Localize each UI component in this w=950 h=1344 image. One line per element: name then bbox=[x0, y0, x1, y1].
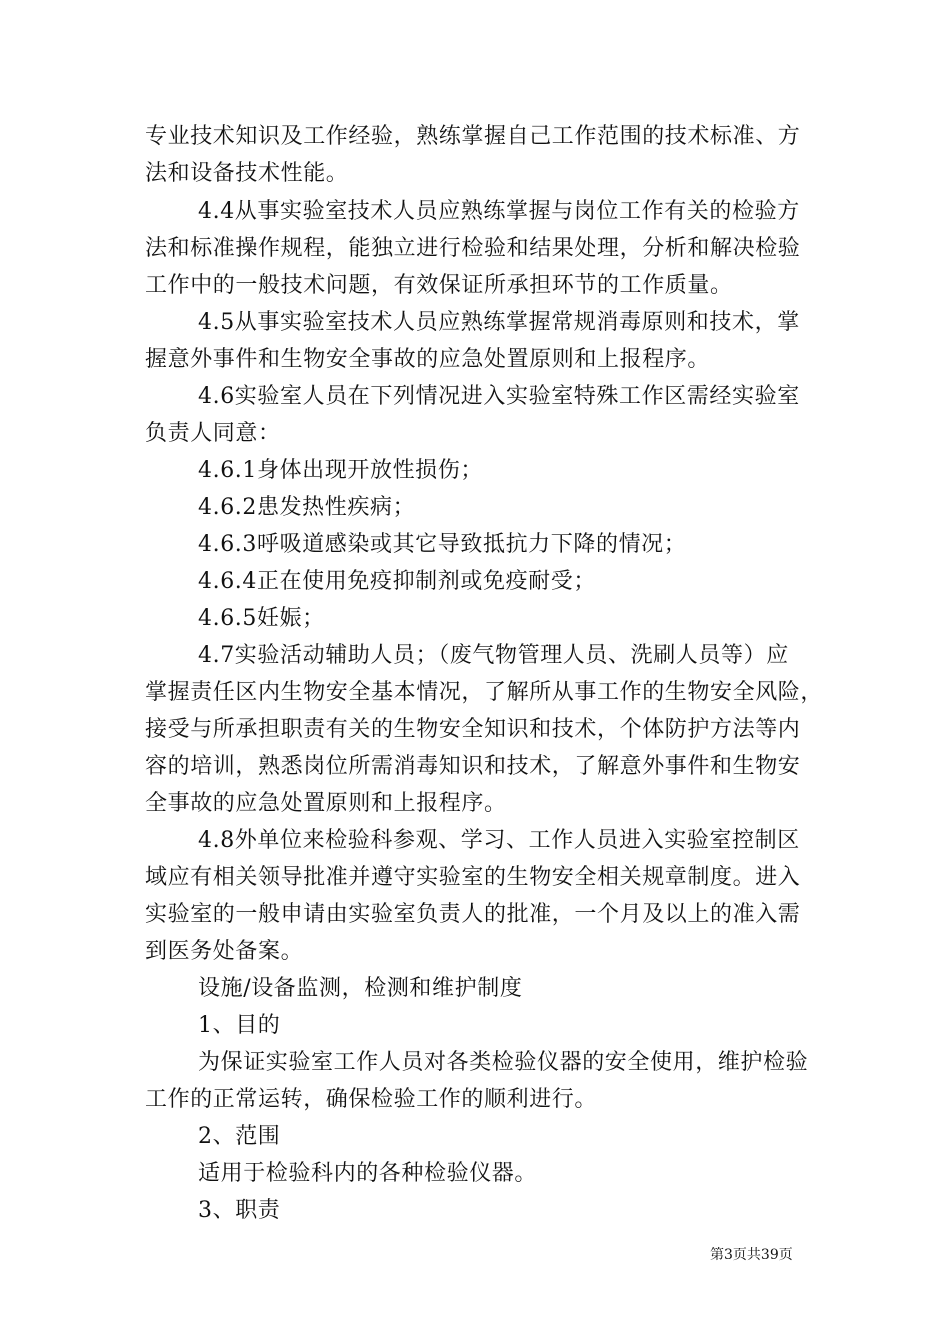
text-line: 域应有相关领导批准并遵守实验室的生物安全相关规章制度。进入 bbox=[145, 865, 801, 890]
text-line: 接受与所承担职责有关的生物安全知识和技术，个体防护方法等内 bbox=[145, 717, 801, 742]
section-heading: 2、范围 bbox=[198, 1124, 281, 1149]
text-line: 4.6.1身体出现开放性损伤； bbox=[198, 458, 483, 483]
text-line: 为保证实验室工作人员对各类检验仪器的安全使用，维护检验 bbox=[198, 1050, 809, 1075]
text-line: 工作的正常运转，确保检验工作的顺利进行。 bbox=[145, 1087, 598, 1112]
text-line: 专业技术知识及工作经验，熟练掌握自己工作范围的技术标准、方 bbox=[145, 124, 801, 149]
text-line: 4.4从事实验室技术人员应熟练掌握与岗位工作有关的检验方 bbox=[198, 199, 800, 224]
text-line: 工作中的一般技术问题，有效保证所承担环节的工作质量。 bbox=[145, 273, 733, 298]
text-line: 4.8外单位来检验科参观、学习、工作人员进入实验室控制区 bbox=[198, 828, 800, 853]
text-line: 法和设备技术性能。 bbox=[145, 161, 349, 186]
text-line: 负责人同意： bbox=[145, 421, 281, 446]
text-line: 4.6实验室人员在下列情况进入实验室特殊工作区需经实验室 bbox=[198, 384, 800, 409]
text-line: 全事故的应急处置原则和上报程序。 bbox=[145, 791, 507, 816]
text-line: 4.6.2患发热性疾病； bbox=[198, 495, 416, 520]
text-line: 握意外事件和生物安全事故的应急处置原则和上报程序。 bbox=[145, 347, 711, 372]
section-heading: 设施/设备监测，检测和维护制度 bbox=[198, 976, 523, 1001]
page-number: 第3页共39页 bbox=[710, 1247, 793, 1263]
text-line: 掌握责任区内生物安全基本情况，了解所从事工作的生物安全风险， bbox=[145, 680, 824, 705]
text-line: 4.6.5妊娠； bbox=[198, 606, 325, 631]
section-heading: 1、目的 bbox=[198, 1013, 281, 1038]
text-line: 4.6.3呼吸道感染或其它导致抵抗力下降的情况； bbox=[198, 532, 687, 557]
text-line: 4.6.4正在使用免疫抑制剂或免疫耐受； bbox=[198, 569, 596, 594]
text-line: 到医务处备案。 bbox=[145, 939, 304, 964]
text-line: 法和标准操作规程，能独立进行检验和结果处理，分析和解决检验 bbox=[145, 236, 801, 261]
text-line: 容的培训，熟悉岗位所需消毒知识和技术，了解意外事件和生物安 bbox=[145, 754, 801, 779]
text-line: 4.5从事实验室技术人员应熟练掌握常规消毒原则和技术，掌 bbox=[198, 310, 800, 335]
text-line: 适用于检验科内的各种检验仪器。 bbox=[198, 1161, 538, 1186]
section-heading: 3、职责 bbox=[198, 1198, 281, 1223]
text-line: 4.7实验活动辅助人员；（废气物管理人员、洗刷人员等）应 bbox=[198, 643, 789, 668]
text-line: 实验室的一般申请由实验室负责人的批准，一个月及以上的准入需 bbox=[145, 902, 801, 927]
